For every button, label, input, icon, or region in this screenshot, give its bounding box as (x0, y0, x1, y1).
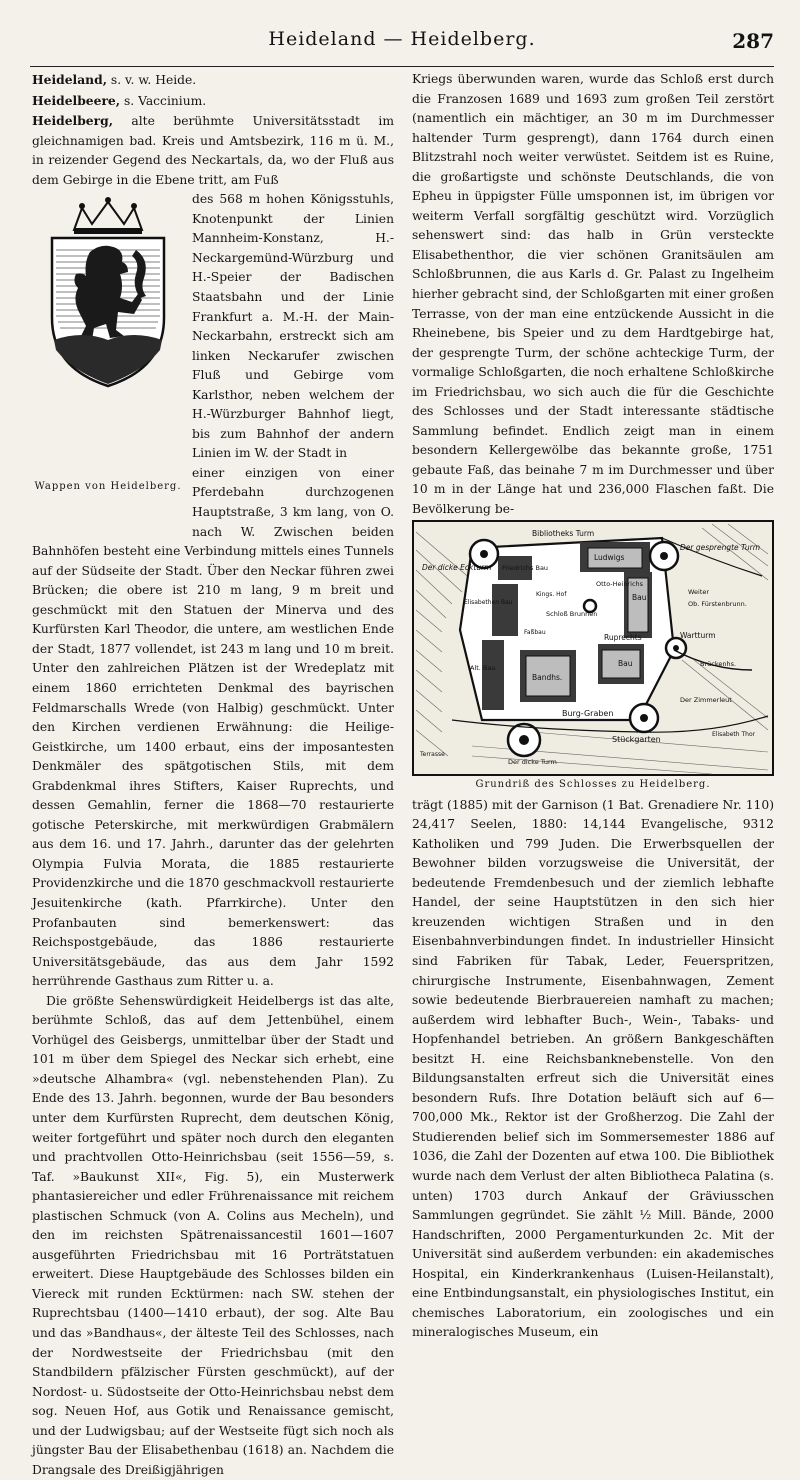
running-header (30, 28, 774, 58)
entry-text-body: einer einzigen von einer Pferdebahn durchzogenen Hauptstraße, 3 km lang, von O. nach W. Zwischen beiden Bahnhöfen besteht eine Verbindung mittels eines Tunnels auf der Südseite der Stadt. Über den Neckar führen zwei Brücken; die obere ist 210 m lang, 9 m breit und geschmückt mit den Statuen der Minerva und des Kurfürsten Karl Theodor, die untere, am westlichen Ende der Stadt, 1877 vollendet, ist 243 m lang und 10 m breit. Unter den zahlreichen Plätzen ist der Wredeplatz mit einem 1860 errichteten Denkmal des bayrischen Feldmarschalls Wrede (von Halbig) geschmückt. Unter den Kirchen verdienen Erwähnung: die Heilige-Geistkirche, um 1400 erbaut, eins der imposantesten Denkmäler des spätgotischen Stils, mit dem Grabdenkmal ihres Stifters, Kaiser Ruprechts, und dessen Gemahlin, ferner die 1868—70 restaurierte gotische Peterskirche, mit merkwürdigen Grabmälern aus dem 16. und 17. Jahrh., darunter das der gelehrten Olympia Fulvia Morata, die 1885 restaurierte Providenzkirche und die 1870 geschmackvoll restaurierte Jesuitenkirche (kath. Pfarrkirche). Unter den Profanbauten sind bemerkenswert: das Reichspostgebäude, das 1886 restaurierte Universitätsgebäude, das aus dem Jahr 1592 herrührende Gasthaus zum Ritter u. a. (32, 465, 394, 989)
map-label: Elisabethen Bau (464, 598, 513, 606)
map-label: Kings. Hof (536, 590, 567, 598)
map-label: Terrasse (420, 750, 445, 758)
coat-of-arms-caption: Wappen von Heidelberg. (34, 481, 182, 493)
entry-headword: Heideland, (32, 72, 107, 87)
map-label: Brückenhs. (700, 659, 737, 668)
map-label: Wartturm (680, 630, 716, 640)
castle-plan-caption: Grundriß des Schlosses zu Heidelberg. (475, 778, 711, 790)
entry-text-wrap: des 568 m hohen Königsstuhls, Knotenpunkt der Linien Mannheim-Konstanz, H.-Neckargemünd-Würzburg und H.-Speier der Badischen Staatsbahn und der Linie Frankfurt a. M.-H. der Main-Neckarbahn, erstreckt sich am linken Neckarufer zwischen Fluß und Gebirge vom Karlsthor, neben welchem der H.-Würzburger Bahnhof liegt, bis zum Bahnhof der andern Linien im W. der Stadt in (192, 192, 394, 461)
map-label: Ob. Fürstenbrunn. (688, 599, 747, 608)
right-column (412, 70, 774, 1343)
castle-plan-figure (412, 520, 774, 790)
map-label: Bau (632, 592, 647, 602)
entry-text: alte berühmte Universitätsstadt im gleichnamigen bad. Kreis und Amtsbezirk, 116 m ü. M., in reizender Gegend des Neckartals, da, wo der Fluß aus dem Gebirge in die Ebene tritt, am Fuß (32, 114, 394, 187)
map-label: Elisabeth Thor (712, 730, 756, 738)
map-label: Ruprechts (604, 632, 642, 642)
entry-heidelberg (32, 111, 394, 190)
entry-headword: Heidelbeere, (32, 92, 121, 108)
coat-of-arms-image (32, 190, 184, 390)
map-label: Der Zimmerleut (680, 695, 732, 704)
entry-headword: Heidelberg, (32, 113, 113, 129)
entry-text-body: trägt (1885) mit der Garnison (1 Bat. Grenadiere Nr. 110) 24,417 Seelen, 1880: 14,144 Evangelische, 9312 Katholiken und 799 Juden. Die Erwerbsquellen der Bewohner bilden vorzugsweise die Universität, der bedeutende Fremdenbesuch und der ziemlich lebhafte Handel, der seine Hauptstützen in den sich hier kreuzenden wichtigen Straßen und in den Eisenbahnverbindungen findet. In industrieller Hinsicht sind Fabriken für Tabak, Leder, Feuerspritzen, chirurgische Instrumente, Eisenbahnwagen, Zement sowie bedeutende Bierbrauereien namhaft zu machen; außerdem wird lebhafter Buch-, Wein-, Tabaks- und Hopfenhandel betrieben. An größern Bankgeschäften besitzt H. eine Reichsbanknebenstelle. Von den Bildungsanstalten erfreut sich die Universität eines besondern Rufs. Ihre Dotation beläuft sich auf 6—700,000 Mk., Rektor ist der Großherzog. Die Zahl der Studierenden belief sich im Sommersemester 1886 auf 1036, die Zahl der Dozenten auf etwa 100. Die Bibliothek wurde nach dem Verlust der alten Bibliotheca Palatina (s. unten) 1703 durch Ankauf der Gräviusschen Sammlungen gegründet. Sie zählt ½ Mill. Bände, 2000 Handschriften, 2000 Pergamenturkunden 2c. Mit der Universität sind außerdem verbunden: ein akademisches Hospital, ein Kinderkrankenhaus (Luisen-Heilanstalt), eine Entbindungsanstalt, ein physiologisches Institut, ein chemisches Laboratorium, ein zoologisches und ein mineralogisches Museum, ein (412, 797, 774, 1340)
header-rule (30, 66, 774, 67)
entry-text-body: Die größte Sehenswürdigkeit Heidelbergs ist das alte, berühmte Schloß, das auf dem Jettenbühel, einem Vorhügel des Geisbergs, unmittelbar über der Stadt und 101 m über dem Spiegel des Neckar sich erhebt, eine »deutsche Alhambra« (vgl. nebenstehenden Plan). Zu Ende des 13. Jahrh. begonnen, wurde der Bau besonders unter dem Kurfürsten Ruprecht, dem deutschen König, weiter fortgeführt und später noch durch den eleganten und prachtvollen Otto-Heinrichsbau (seit 1556—59, s. Taf. »Baukunst XII«, Fig. 5), ein Musterwerk phantasiereicher und edler Frührenaissance mit reichem plastischen Schmuck (von A. Colins aus Mecheln), und den im reichsten Spätrenaissancestil 1601—1607 ausgeführten Friedrichsbau mit 16 Porträtstatuen erweitert. Diese Hauptgebäude des Schlosses bilden ein Viereck mit runden Ecktürmen: nach SW. stehen der Ruprechtsbau (1400—1410 erbaut), der sog. Alte Bau und das »Bandhaus«, der älteste Teil des Schlosses, nach der Nordwestseite der Friedrichsbau (mit den Standbildern pfälzischer Fürsten geschmückt), auf der Nordost- u. Südostseite der Otto-Heinrichsbau nebst dem sog. Neuen Hof, aus Gotik und Renaissance gemischt, und der Ludwigsbau; auf der Westseite fügt sich noch als jüngster Bau der Elisabethenbau (1618) an. Nachdem die Drangsale des Dreißigjährigen (32, 993, 394, 1477)
map-label: Alt. Bau (470, 663, 496, 672)
entry-text: s. Vaccinium. (120, 93, 207, 108)
entry-text: s. v. w. Heide. (107, 73, 197, 87)
map-label: Der dicke Eckturm (422, 562, 492, 572)
castle-plan-image (412, 520, 774, 776)
map-label: Faßbau (524, 628, 546, 636)
map-label: Stückgarten (612, 734, 661, 744)
entry-heideland (32, 70, 394, 91)
map-label: Friedrichs Bau (502, 563, 549, 572)
page-number: 287 (732, 29, 774, 53)
map-label: Der gesprengte Turm (680, 542, 761, 552)
left-column (32, 70, 394, 1480)
map-label: Weiter (688, 587, 710, 596)
map-label: Bau (618, 658, 633, 668)
entry-heidelbeere (32, 91, 394, 112)
map-label: Bibliotheks Turm (532, 528, 595, 538)
map-label: Otto-Heinrichs (596, 579, 644, 588)
running-title: Heideland — Heidelberg. (268, 28, 536, 50)
map-label: Ludwigs (594, 552, 625, 562)
map-label: Der dicke Turm (508, 757, 557, 766)
map-label: Schloß Brunnen (546, 609, 598, 618)
coat-of-arms-figure (32, 190, 184, 530)
map-label: Burg-Graben (562, 708, 614, 718)
entry-text-body: Kriegs überwunden waren, wurde das Schloß erst durch die Franzosen 1689 und 1693 zum großen Teil zerstört (namentlich ein mächtiger, an 30 m im Durchmesser haltender Turm gesprengt), dann 1764 durch einen Blitzstrahl noch weiter verwüstet. Seitdem ist es Ruine, die großartigste und schönste Deutschlands, die von Epheu in üppigster Fülle umsponnen ist, im übrigen vor weiterm Verfall sorgfältig geschützt wird. Vorzüglich sehenswert sind: das halb in Grün versteckte Elisabethenthor, die vier schönen Granitsäulen am Schloßbrunnen, die aus Karls d. Gr. Palast zu Ingelheim hierher gebracht sind, der Schloßgarten mit einer großen Terrasse, von der man eine entzückende Aussicht in die Rheinebene, bis Speier und zu dem Hardtgebirge hat, der gesprengte Turm, der schöne achteckige Turm, der vormalige Schloßgarten, die noch erhaltene Schloßkirche im Friedrichsbau, wo sich auch die für die Geschichte des Schlosses und der Stadt interessante städtische Sammlung befindet. Endlich zeigt man in einem besondern Kellergewölbe das bekannte große, 1751 gebaute Faß, das beinahe 7 m im Durchmesser und über 10 m in der Länge hat und 236,000 Flaschen faßt. Die Bevölkerung be- (412, 72, 774, 517)
map-label: Bandhs. (532, 672, 563, 682)
crown-icon (74, 197, 142, 234)
